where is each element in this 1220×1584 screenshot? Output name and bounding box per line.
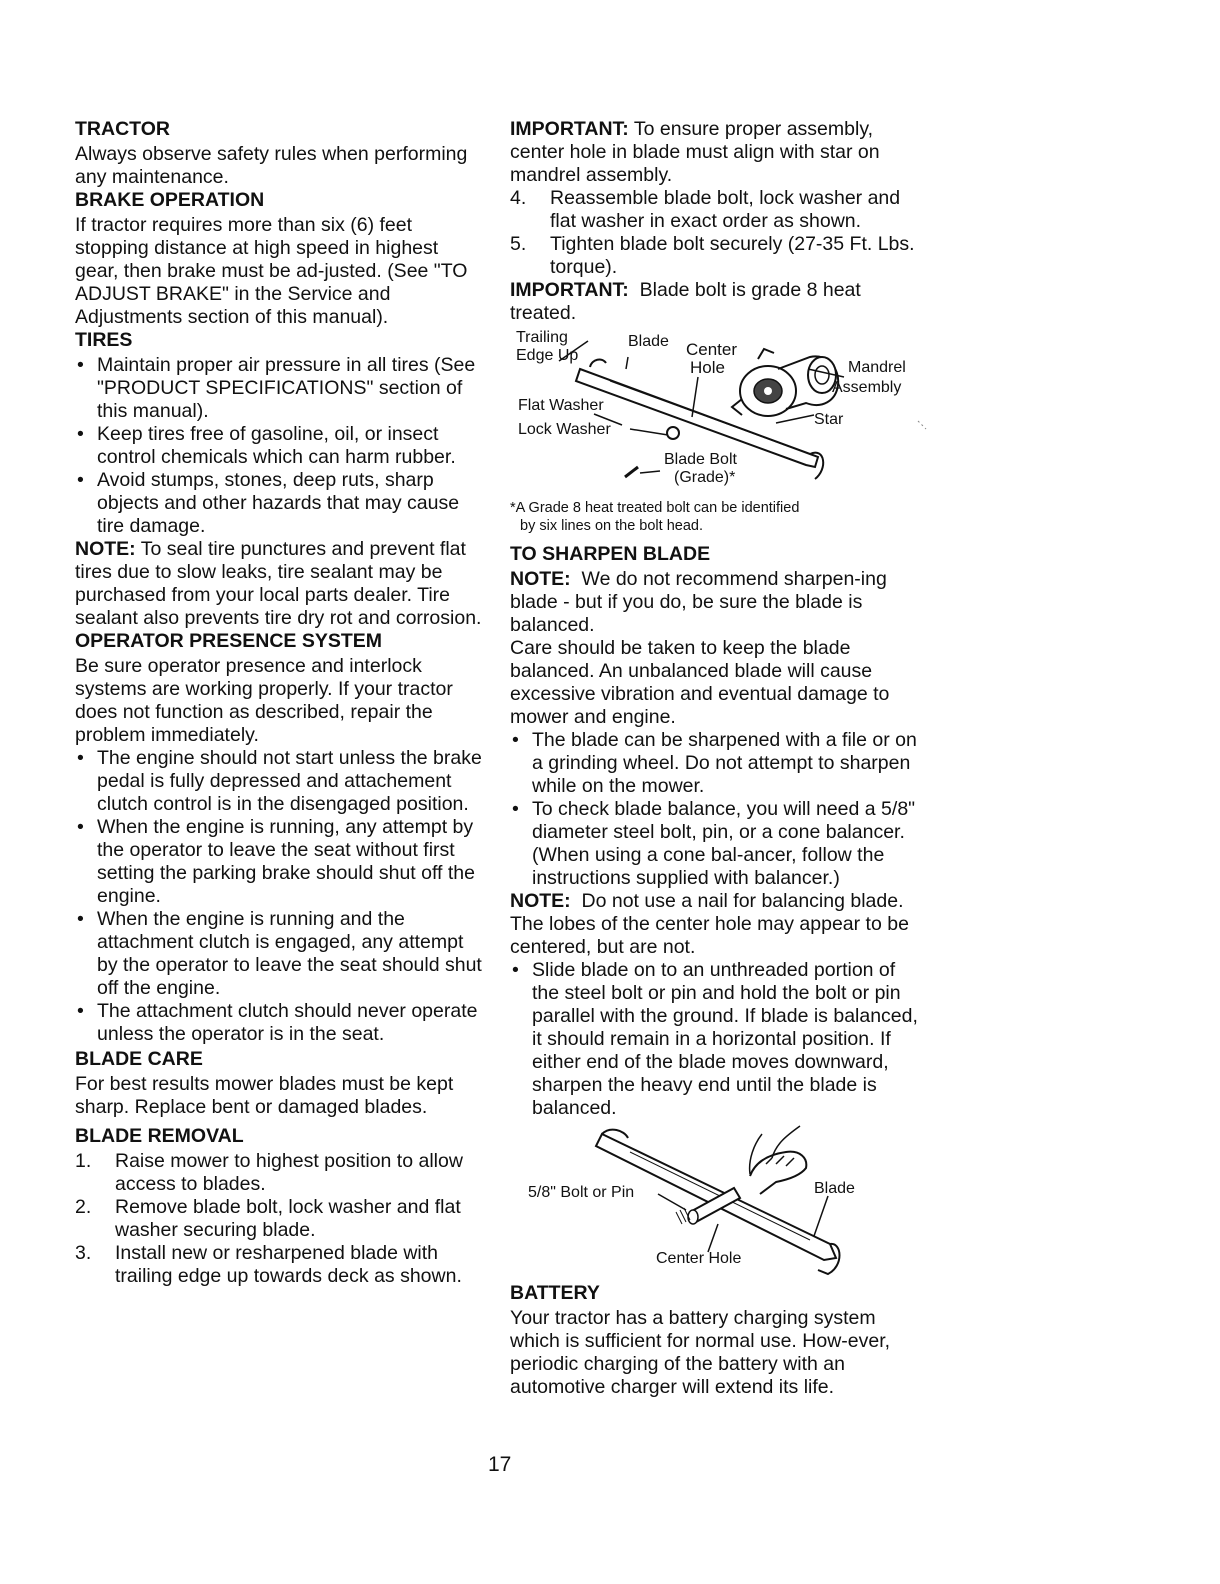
page-number: 17: [488, 1453, 512, 1476]
removal-steps: [75, 1150, 485, 1288]
bullet-icon: •: [77, 747, 84, 769]
important-1: IMPORTANT: To ensure proper assembly, center hole in blade must align with star on mandrel assembly.: [510, 118, 880, 186]
list-item: 5. Tighten blade bolt securely (27-35 Ft. Lbs. torque).: [510, 233, 915, 278]
tractor-heading: TRACTOR: [75, 118, 170, 140]
sharpen-heading: TO SHARPEN BLADE: [510, 543, 711, 565]
brake-text: If tractor requires more than six (6) feet stopping distance at high speed in highest gear, then brake must be ad-justed. (See "TO ADJUST BRAKE" in the Service and Adjustments section of this manual).: [75, 214, 468, 328]
bladecare-text: For best results mower blades must be kept sharp. Replace bent or damaged blades.: [75, 1073, 454, 1118]
label-star: Star: [814, 411, 844, 428]
label-trailing: Trailing: [516, 329, 568, 346]
list-item: • Slide blade on to an unthreaded portion of the steel bolt or pin and hold the bolt or pin parallel with the ground. If blade is balanced, it should remain in a horizontal position. If either end of the blade moves downward, sharpen the heavy end until the blade is balanced.: [512, 959, 918, 1119]
grade-footnote: *A Grade 8 heat treated bolt can be identified by six lines on the bolt head.: [510, 500, 800, 534]
label-center: Center: [686, 340, 738, 359]
list-item: 3. Install new or resharpened blade with trailing edge up towards deck as shown.: [75, 1242, 462, 1287]
list-item: • When the engine is running and the attachment clutch is engaged, any attempt by the operator to leave the seat should shut off the engine.: [77, 908, 482, 999]
label-lock-washer: Lock Washer: [518, 421, 611, 438]
label-mandrel: Mandrel: [848, 359, 906, 376]
list-item: 2. Remove blade bolt, lock washer and flat washer securing blade.: [75, 1196, 461, 1241]
label-assembly: Assembly: [832, 379, 902, 396]
left-column: [75, 118, 485, 1288]
bullet-icon: •: [77, 423, 84, 445]
tires-heading: TIRES: [75, 329, 133, 351]
ops-heading: OPERATOR PRESENCE SYSTEM: [75, 630, 383, 652]
bullet-icon: •: [77, 816, 84, 838]
label-hole: Hole: [690, 358, 725, 377]
tires-note: NOTE: To seal tire punctures and prevent flat tires due to slow leaks, tire sealant may be purchased from your local parts dealer. Tire sealant also prevents tire dry rot and corrosion.: [75, 538, 482, 629]
list-item: • Avoid stumps, stones, deep ruts, sharp objects and other hazards that may cause tire damage.: [77, 469, 460, 537]
sharpen-list: [510, 729, 925, 890]
label-flat-washer: Flat Washer: [518, 397, 604, 414]
list-item: 4. Reassemble blade bolt, lock washer and flat washer in exact order as shown.: [510, 187, 901, 232]
list-item: • The attachment clutch should never operate unless the operator is in the seat.: [77, 1000, 478, 1045]
tractor-text: Always observe safety rules when performing any maintenance.: [75, 143, 468, 188]
bullet-icon: •: [512, 729, 519, 751]
label-blade: Blade: [628, 333, 669, 350]
bullet-icon: •: [512, 798, 519, 820]
label-grade: (Grade)*: [674, 469, 736, 486]
label-bolt-or-pin: 5/8" Bolt or Pin: [528, 1184, 635, 1201]
bullet-icon: •: [77, 908, 84, 930]
blade-assembly-diagram: [510, 329, 930, 497]
battery-text: Your tractor has a battery charging system which is sufficient for normal use. How-ever, periodic charging of the battery with an automotive charger will extend its life.: [510, 1307, 891, 1398]
list-item: • The blade can be sharpened with a file or on a grinding wheel. Do not attempt to sharpen while on the mower.: [512, 729, 917, 797]
assembly-steps: [510, 187, 925, 279]
label-blade-bolt: Blade Bolt: [664, 451, 737, 468]
label-center-hole: Center Hole: [656, 1250, 742, 1267]
sharpen-text: Care should be taken to keep the blade balanced. An unbalanced blade will cause excessive vibration and eventual damage to mower and engine.: [510, 637, 890, 728]
battery-heading: BATTERY: [510, 1282, 600, 1304]
bullet-icon: •: [512, 959, 519, 981]
ops-text: Be sure operator presence and interlock systems are working properly. If your tractor does not function as described, repair the problem immediately.: [75, 655, 453, 746]
bladecare-heading: BLADE CARE: [75, 1048, 203, 1070]
list-item: • Maintain proper air pressure in all tires (See "PRODUCT SPECIFICATIONS" section of this manual).: [77, 354, 476, 422]
nail-note: NOTE: Do not use a nail for balancing blade. The lobes of the center hole may appear to be centered, but are not.: [510, 890, 909, 958]
removal-heading: BLADE REMOVAL: [75, 1125, 244, 1147]
list-item: • To check blade balance, you will need a 5/8" diameter steel bolt, pin, or a cone balancer. (When using a cone bal-ancer, follow the instructions supplied with balancer.): [512, 798, 916, 889]
label-edge-up: Edge Up: [516, 347, 579, 364]
bullet-icon: •: [77, 1000, 84, 1022]
slide-list: [510, 959, 925, 1120]
list-item: • When the engine is running, any attempt by the operator to leave the seat without first setting the parking brake should shut off the engine.: [77, 816, 475, 907]
bullet-icon: •: [77, 469, 84, 491]
label-blade: Blade: [814, 1180, 855, 1197]
list-item: 1. Raise mower to highest position to allow access to blades.: [75, 1150, 463, 1195]
sharpen-note: NOTE: We do not recommend sharpen-ing blade - but if you do, be sure the blade is balanced.: [510, 568, 887, 636]
list-item: • The engine should not start unless the brake pedal is fully depressed and attachement clutch control is in the disengaged position.: [77, 747, 482, 815]
tires-list: [75, 354, 485, 538]
right-column: [510, 118, 925, 1399]
blade-balance-diagram: [510, 1124, 930, 1280]
list-item: • Keep tires free of gasoline, oil, or insect control chemicals which can harm rubber.: [77, 423, 456, 468]
bullet-icon: •: [77, 354, 84, 376]
brake-heading: BRAKE OPERATION: [75, 189, 265, 211]
important-2: IMPORTANT: Blade bolt is grade 8 heat treated.: [510, 279, 861, 324]
ops-list: [75, 747, 485, 1046]
